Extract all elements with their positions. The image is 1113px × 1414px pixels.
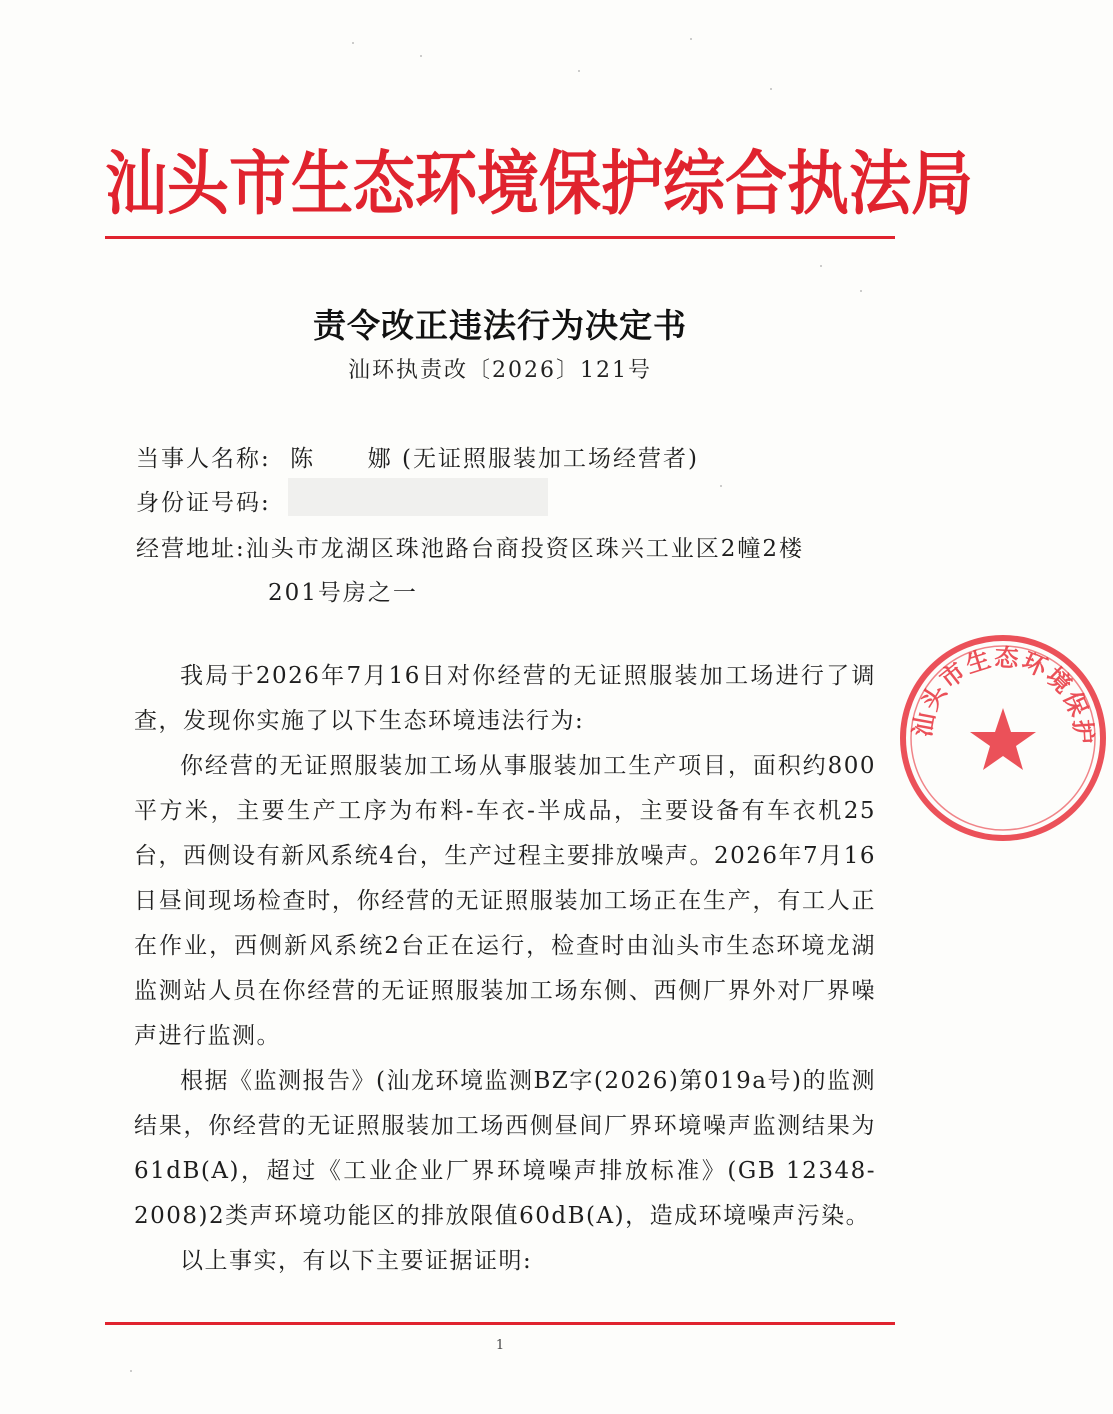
body-paragraph: 你经营的无证照服装加工场从事服装加工生产项目，面积约800平方米，主要生产工序为布料-车衣-半成品，主要设备有车衣机25台，西侧设有新风系统4台，生产过程主要排放噪声。2026年7月16日昼间现场检查时，你经营的无证照服装加工场正在生产，有工人正在作业，西侧新风系统2台正在运行，检查时由汕头市生态环境龙湖监测站人员在你经营的无证照服装加工场东侧、西侧厂界外对厂界噪声进行监测。: [134, 753, 876, 1049]
page-number: 1: [495, 1338, 505, 1353]
seal-text-path: 汕头市生态环境保护: [907, 642, 1099, 747]
party-address-line2: 201号房之一: [268, 580, 418, 606]
party-name-value-suffix: 娜 (无证照服装加工场经营者): [367, 446, 699, 472]
party-id-row: [136, 484, 271, 517]
scan-speck: [860, 290, 862, 292]
decision-body: [134, 654, 876, 1284]
scan-speck: [770, 88, 772, 90]
party-name-label: 当事人名称:: [136, 446, 271, 472]
scan-speck: [578, 70, 580, 72]
scan-speck: [352, 42, 354, 44]
official-seal: [893, 628, 1113, 848]
id-redaction-box: [288, 478, 548, 516]
scan-speck: [690, 38, 692, 40]
star-icon: [970, 708, 1036, 770]
document-title: 责令改正违法行为决定书: [313, 306, 687, 345]
scan-speck: [420, 55, 422, 57]
footer-red-rule: [105, 1322, 895, 1325]
body-paragraph: 根据《监测报告》(汕龙环境监测BZ字(2026)第019a号)的监测结果，你经营的无证照服装加工场西侧昼间厂界环境噪声监测结果为61dB(A)，超过《工业企业厂界环境噪声排放标准》(GB 12348-2008)2类声环境功能区的排放限值60dB(A)，造成环境噪声污染。: [134, 1068, 876, 1229]
body-paragraph: 以上事实，有以下主要证据证明:: [180, 1248, 533, 1274]
scan-speck: [720, 485, 722, 487]
scan-speck: [130, 1370, 132, 1372]
party-address-row: [136, 530, 804, 563]
party-id-label: 身份证号码:: [136, 490, 271, 516]
document-number: 汕环执责改〔2026〕121号: [348, 358, 652, 383]
party-address-label: 经营地址:: [136, 536, 246, 562]
party-address-continuation: [268, 574, 418, 607]
body-paragraph: 我局于2026年7月16日对你经营的无证照服装加工场进行了调查，发现你实施了以下生态环境违法行为:: [134, 663, 876, 734]
scan-speck: [820, 265, 822, 267]
party-name-value: 陈: [290, 446, 316, 472]
agency-name-header: 汕头市生态环境保护综合执法局: [105, 142, 974, 225]
party-address-line1: 汕头市龙湖区珠池路台商投资区珠兴工业区2幢2楼: [245, 536, 805, 562]
party-name-row: [136, 440, 699, 473]
header-red-rule: [105, 236, 895, 239]
